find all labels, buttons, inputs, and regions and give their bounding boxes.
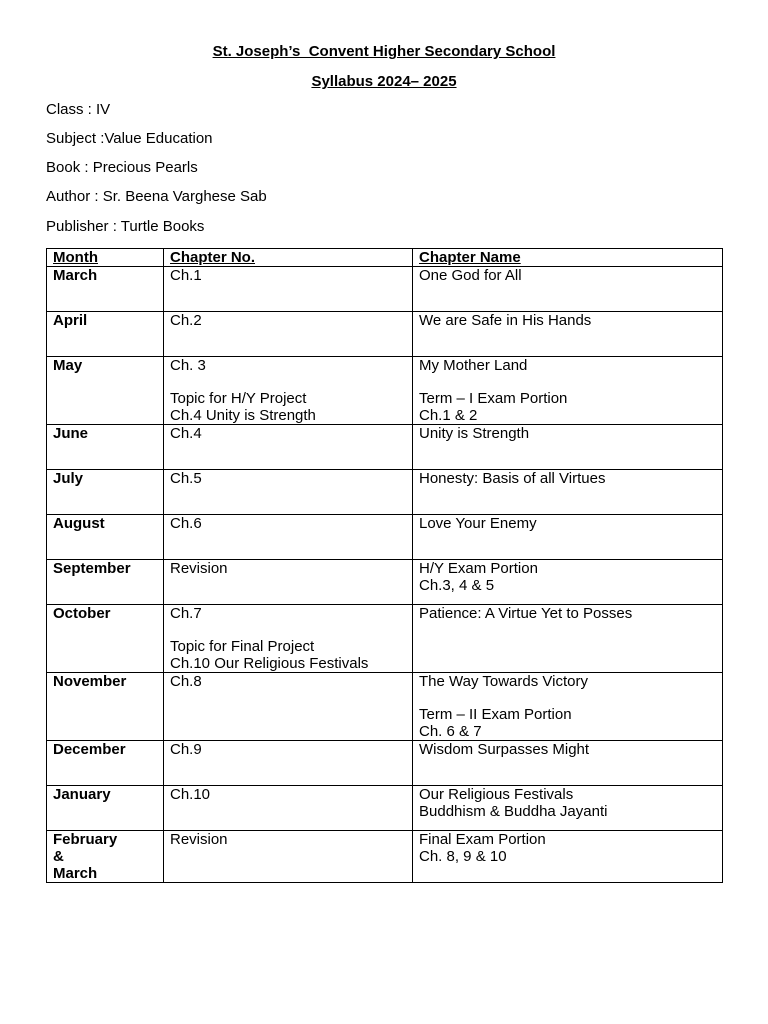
table-row [47, 831, 723, 883]
chapter-no-cell-text: Revision [170, 560, 228, 577]
chapter-no-cell [164, 741, 413, 786]
chapter-no-cell-text: Ch.10 [170, 786, 211, 803]
syllabus-title: Syllabus 2024– 2025 [311, 73, 457, 90]
month-cell-text: & [53, 848, 64, 865]
chapter-no-cell [164, 515, 413, 560]
chapter-no-cell [164, 560, 413, 605]
header-chapter-name: Chapter Name [413, 249, 723, 267]
chapter-no-cell-text: Ch.4 [170, 425, 202, 442]
month-cell [47, 560, 164, 605]
chapter-name-cell-text: Our Religious Festivals [419, 786, 574, 803]
chapter-name-cell [413, 605, 723, 673]
chapter-name-cell-text: Term – II Exam Portion [419, 706, 572, 723]
chapter-no-cell-text: Ch.2 [170, 312, 202, 329]
month-cell [47, 831, 164, 883]
chapter-no-cell-text: Topic for H/Y Project [170, 390, 307, 407]
class-info: Class : IV [46, 101, 111, 118]
chapter-name-cell [413, 425, 723, 470]
month-cell-text: April [53, 312, 88, 329]
chapter-no-cell [164, 267, 413, 312]
chapter-no-cell-text: Ch.6 [170, 515, 202, 532]
chapter-name-cell-text: Love Your Enemy [419, 515, 537, 532]
chapter-name-cell [413, 741, 723, 786]
month-cell [47, 470, 164, 515]
table-row [47, 470, 723, 515]
table-row [47, 267, 723, 312]
table-row [47, 786, 723, 831]
month-cell-text: January [53, 786, 111, 803]
chapter-name-cell-text: Ch.3, 4 & 5 [419, 577, 495, 594]
month-cell-text: May [53, 357, 83, 374]
chapter-no-cell [164, 786, 413, 831]
chapter-no-cell-text: Ch.9 [170, 741, 202, 758]
chapter-name-cell [413, 831, 723, 883]
chapter-no-cell-text: Topic for Final Project [170, 638, 315, 655]
chapter-name-cell-text: We are Safe in His Hands [419, 312, 592, 329]
chapter-no-cell-text: Ch. 3 [170, 357, 206, 374]
month-cell-text: March [53, 865, 98, 882]
chapter-no-cell-text: Ch.4 Unity is Strength [170, 407, 316, 424]
chapter-no-cell-text: Ch.1 [170, 267, 202, 284]
chapter-name-cell-text: One God for All [419, 267, 522, 284]
chapter-name-cell-text: Honesty: Basis of all Virtues [419, 470, 606, 487]
month-cell-text: July [53, 470, 84, 487]
chapter-no-cell-text: Revision [170, 831, 228, 848]
chapter-no-cell [164, 312, 413, 357]
chapter-name-cell [413, 515, 723, 560]
table-row [47, 741, 723, 786]
chapter-name-cell-text: Patience: A Virtue Yet to Posses [419, 605, 633, 622]
header-month: Month [47, 249, 164, 267]
month-cell [47, 267, 164, 312]
chapter-name-cell-text: Unity is Strength [419, 425, 530, 442]
school-name: St. Joseph’s Convent Higher Secondary School [212, 43, 556, 60]
chapter-name-cell-text: The Way Towards Victory [419, 673, 588, 690]
chapter-name-cell [413, 673, 723, 741]
chapter-no-cell-text: Ch.10 Our Religious Festivals [170, 655, 369, 672]
month-cell-text: October [53, 605, 111, 622]
table-row [47, 560, 723, 605]
table-row [47, 515, 723, 560]
chapter-name-cell-text: H/Y Exam Portion [419, 560, 538, 577]
chapter-no-cell [164, 605, 413, 673]
author-info: Author : Sr. Beena Varghese Sab [46, 188, 267, 205]
chapter-name-cell [413, 786, 723, 831]
publisher-info: Publisher : Turtle Books [46, 218, 205, 235]
subject-info: Subject :Value Education [46, 130, 213, 147]
month-cell [47, 357, 164, 425]
chapter-no-cell [164, 831, 413, 883]
table-row [47, 357, 723, 425]
table-row [47, 673, 723, 741]
month-cell [47, 741, 164, 786]
month-cell-text: June [53, 425, 89, 442]
month-cell-text: March [53, 267, 98, 284]
month-cell [47, 312, 164, 357]
chapter-no-cell-text: Ch.7 [170, 605, 202, 622]
chapter-name-cell [413, 312, 723, 357]
month-cell-text: February [53, 831, 118, 848]
chapter-name-cell-text: Term – I Exam Portion [419, 390, 568, 407]
chapter-name-cell-text: Final Exam Portion [419, 831, 546, 848]
month-cell-text: November [53, 673, 127, 690]
chapter-name-cell [413, 560, 723, 605]
chapter-no-cell-text: Ch.5 [170, 470, 202, 487]
table-row [47, 605, 723, 673]
table-row [47, 425, 723, 470]
month-cell [47, 786, 164, 831]
header-chapter-no: Chapter No. [164, 249, 413, 267]
chapter-no-cell [164, 470, 413, 515]
syllabus-table [46, 248, 723, 883]
chapter-name-cell [413, 267, 723, 312]
book-info: Book : Precious Pearls [46, 159, 198, 176]
chapter-name-cell-text: My Mother Land [419, 357, 528, 374]
month-cell [47, 673, 164, 741]
month-cell [47, 605, 164, 673]
chapter-no-cell [164, 673, 413, 741]
chapter-name-cell [413, 470, 723, 515]
chapter-no-cell [164, 357, 413, 425]
chapter-name-cell-text: Ch.1 & 2 [419, 407, 478, 424]
month-cell [47, 515, 164, 560]
table-row [47, 312, 723, 357]
chapter-name-cell-text: Ch. 8, 9 & 10 [419, 848, 507, 865]
chapter-name-cell [413, 357, 723, 425]
month-cell-text: September [53, 560, 131, 577]
chapter-name-cell-text: Ch. 6 & 7 [419, 723, 482, 740]
chapter-name-cell-text: Buddhism & Buddha Jayanti [419, 803, 608, 820]
month-cell [47, 425, 164, 470]
table-header-row [47, 249, 723, 267]
chapter-no-cell-text: Ch.8 [170, 673, 202, 690]
chapter-no-cell [164, 425, 413, 470]
chapter-name-cell-text: Wisdom Surpasses Might [419, 741, 590, 758]
month-cell-text: August [53, 515, 105, 532]
month-cell-text: December [53, 741, 126, 758]
